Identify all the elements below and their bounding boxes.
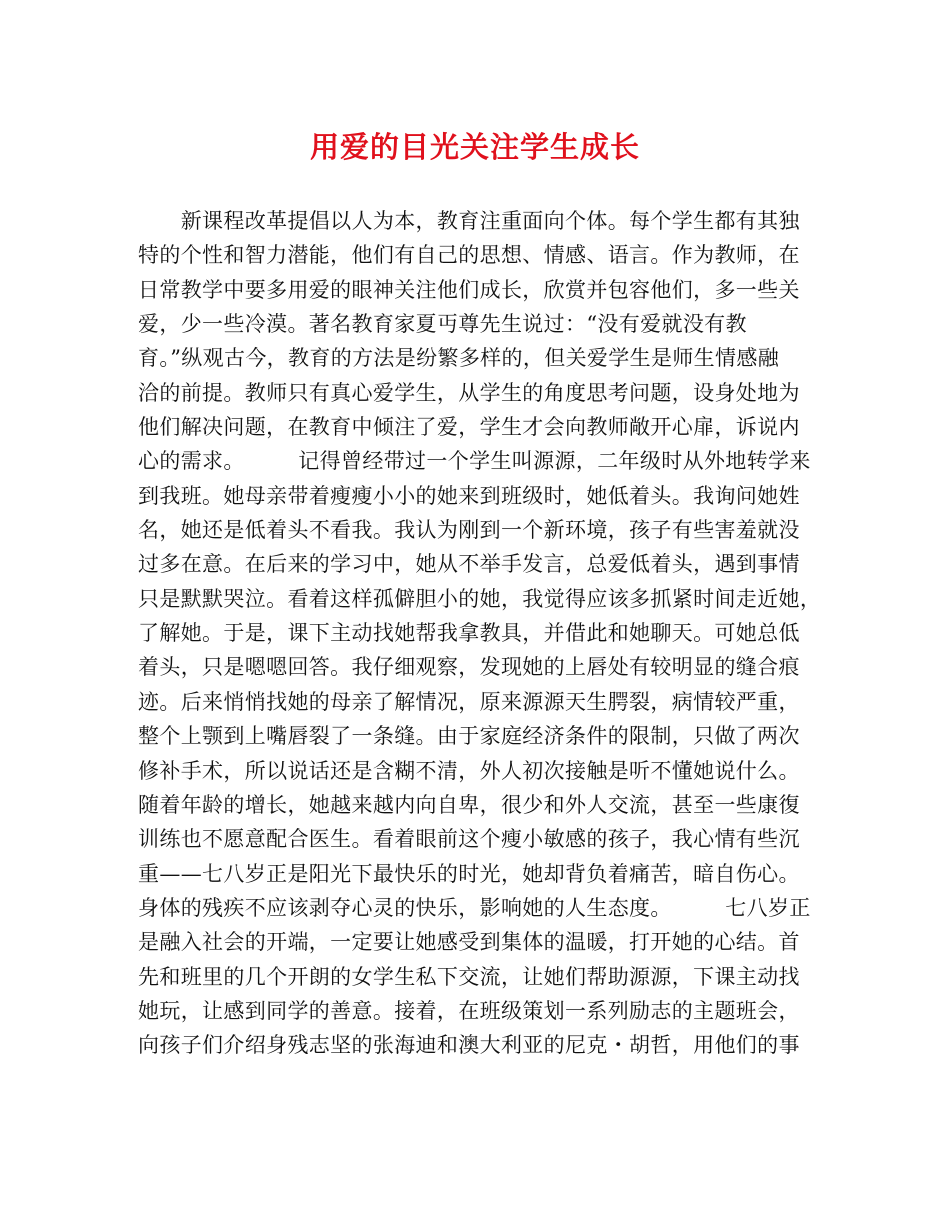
body-line: 着头，只是嗯嗯回答。我仔细观察，发现她的上唇处有较明显的缝合痕 <box>138 655 800 680</box>
body-line: 了解她。于是，课下主动找她帮我拿教具，并借此和她聊天。可她总低 <box>138 621 800 646</box>
body-line: 日常教学中要多用爱的眼神关注他们成长，欣赏并包容他们，多一些关 <box>138 277 800 302</box>
body-line: 向孩子们介绍身残志坚的张海迪和澳大利亚的尼克・胡哲，用他们的事 <box>138 1033 800 1058</box>
body-line: 心的需求。 记得曾经带过一个学生叫源源，二年级时从外地转学来 <box>138 449 811 474</box>
body-line: 整个上颚到上嘴唇裂了一条缝。由于家庭经济条件的限制，只做了两次 <box>138 724 800 749</box>
body-line: 爱，少一些冷漠。著名教育家夏丏尊先生说过：“没有爱就没有教 <box>138 312 747 337</box>
body-line: 她玩，让感到同学的善意。接着，在班级策划一系列励志的主题班会， <box>138 998 800 1023</box>
body-line: 过多在意。在后来的学习中，她从不举手发言，总爱低着头，遇到事情 <box>138 552 800 577</box>
body-line: 到我班。她母亲带着瘦瘦小小的她来到班级时，她低着头。我询问她姓 <box>138 483 800 508</box>
body-line: 修补手术，所以说话还是含糊不清，外人初次接触是听不懂她说什么。 <box>138 758 800 783</box>
body-line: 新课程改革提倡以人为本，教育注重面向个体。每个学生都有其独 <box>138 209 800 233</box>
body-line: 先和班里的几个开朗的女学生私下交流，让她们帮助源源，下课主动找 <box>138 964 800 989</box>
body-line: 育。”纵观古今，教育的方法是纷繁多样的，但关爱学生是师生情感融 <box>138 346 780 371</box>
document-body <box>138 204 828 1063</box>
body-line: 身体的残疾不应该剥夺心灵的快乐，影响她的人生态度。 七八岁正 <box>138 895 811 920</box>
body-line: 洽的前提。教师只有真心爱学生，从学生的角度思考问题，设身处地为 <box>138 380 800 405</box>
body-line: 训练也不愿意配合医生。看着眼前这个瘦小敏感的孩子，我心情有些沉 <box>138 827 800 852</box>
body-line: 迹。后来悄悄找她的母亲了解情况，原来源源天生腭裂，病情较严重， <box>138 689 800 714</box>
body-line: 是融入社会的开端，一定要让她感受到集体的温暖，打开她的心结。首 <box>138 930 800 955</box>
document-title: 用爱的目光关注学生成长 <box>309 130 640 164</box>
body-line: 只是默默哭泣。看着这样孤僻胆小的她，我觉得应该多抓紧时间走近她， <box>138 586 822 611</box>
body-line: 名，她还是低着头不看我。我认为刚到一个新环境，孩子有些害羞就没 <box>138 518 800 543</box>
body-line: 特的个性和智力潜能，他们有自己的思想、情感、语言。作为教师，在 <box>138 243 800 268</box>
body-line: 他们解决问题，在教育中倾注了爱，学生才会向教师敞开心扉，诉说内 <box>138 415 800 440</box>
body-line: 随着年龄的增长，她越来越内向自卑，很少和外人交流，甚至一些康復 <box>138 792 800 817</box>
body-line: 重——七八岁正是阳光下最快乐的时光，她却背负着痛苦，暗自伤心。 <box>138 861 800 886</box>
